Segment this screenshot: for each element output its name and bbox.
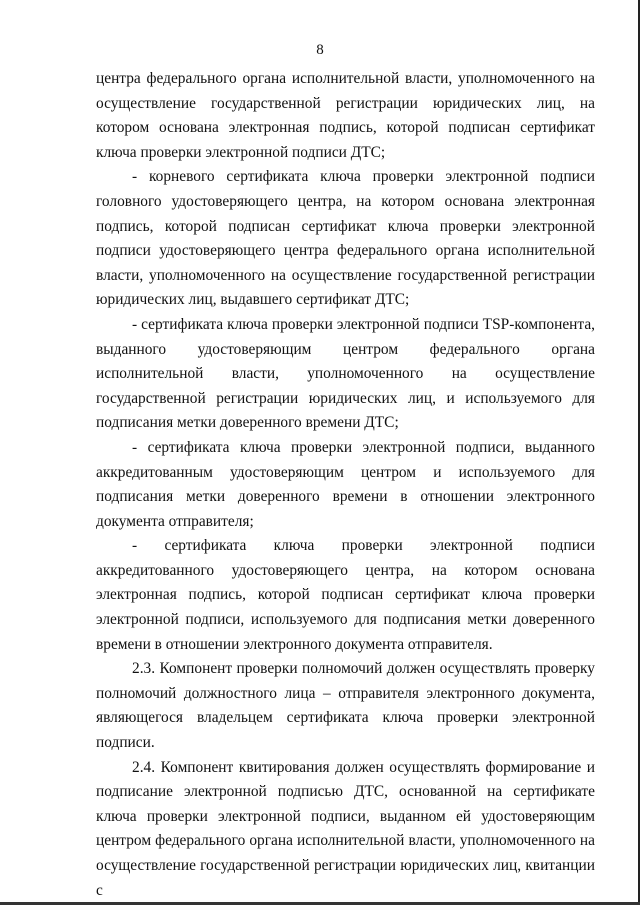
paragraph-accredited-center-certificate: - сертификата ключа проверки электронной подписи аккредитованного удостоверяющего центра, на котором основана электронная подпись, которой подписан сертификат ключа проверки электронной подписи, используемого для подписания метки доверенного времени в отношении электронного документа отправителя.: [96, 537, 595, 653]
paragraph-2-3: 2.3. Компонент проверки полномочий должен осуществлять проверку полномочий должностного лица – отправителя электронного документа, являющегося владельцем сертификата ключа проверки электронной подписи.: [96, 660, 595, 752]
paragraph-continuation: центра федерального органа исполнительной власти, уполномоченного на осуществление государственной регистрации юридических лиц, на котором основана электронная подпись, которой подписан сертификат ключа проверки электронной подписи ДТС;: [96, 70, 595, 161]
paragraph-timestamp-certificate: - сертификата ключа проверки электронной подписи, выданного аккредитованным удостоверяющим центром и используемого для подписания метки доверенного времени в отношении электронного документа отправителя;: [96, 438, 595, 530]
document-body: [96, 67, 595, 903]
paragraph-root-certificate: - корневого сертификата ключа проверки электронной подписи головного удостоверяющего центра, на котором основана электронная подпись, которой подписан сертификат ключа проверки электронной подписи удостоверяющего центра федерального органа исполнительной власти, уполномоченного на осуществление государственной регистрации юридических лиц, выдавшего сертификат ДТС;: [96, 168, 595, 309]
paragraph-tsp-certificate: - сертификата ключа проверки электронной подписи TSP-компонента, выданного удостоверяющим центром федерального органа исполнительной власти, уполномоченного на осуществление государственной регистрации юридических лиц, и используемого для подписания метки доверенного времени ДТС;: [96, 315, 595, 432]
paragraph-2-4: 2.4. Компонент квитирования должен осуществлять формирование и подписание электронной подписью ДТС, основанной на сертификате ключа проверки электронной подписи, выданном ей удостоверяющим центром федерального органа исполнительной власти, уполномоченного на осуществление государственной регистрации юридических лиц, квитанции с: [96, 758, 595, 899]
page-number: 8: [316, 42, 324, 58]
